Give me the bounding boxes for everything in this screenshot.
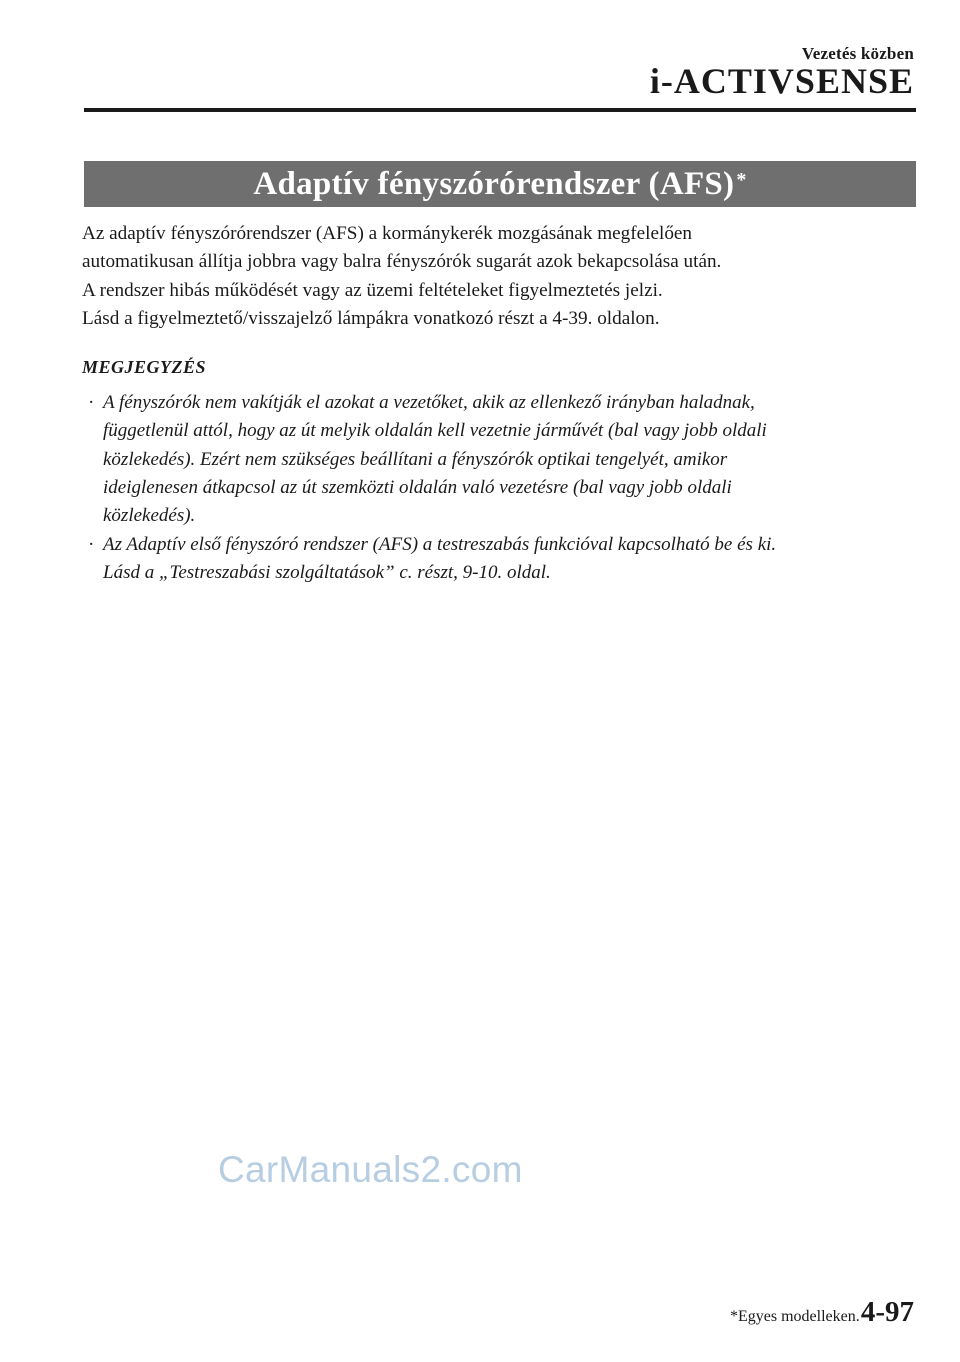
intro-line: automatikusan állítja jobbra vagy balra fényszórók sugarát azok bekapcsolása után. — [82, 251, 722, 273]
note-line: közlekedés). — [103, 505, 196, 527]
note-line: Az Adaptív első fényszóró rendszer (AFS) a testreszabás funkcióval kapcsolható be és ki. — [103, 533, 777, 555]
note-item — [82, 531, 914, 588]
optional-equipment-marker: * — [736, 168, 747, 191]
page-content — [82, 220, 914, 587]
note-heading: MEGJEGYZÉS — [82, 357, 207, 378]
note-line: A fényszórók nem vakítják el azokat a vezetőket, akik az ellenkező irányban haladnak, — [103, 392, 755, 414]
footnote: *Egyes modelleken. — [730, 1308, 860, 1325]
note-line: Lásd a „Testreszabási szolgáltatások” c. részt, 9-10. oldal. — [103, 561, 551, 583]
intro-paragraph — [82, 220, 914, 333]
intro-line: A rendszer hibás működését vagy az üzemi feltételeket figyelmeztetés jelzi. — [82, 279, 663, 301]
chapter-label: Vezetés közben — [801, 44, 914, 63]
note-line: közlekedés). Ezért nem szükséges beállítani a fényszórók optikai tengelyét, amikor — [103, 448, 728, 470]
header-divider — [84, 108, 916, 112]
note-line: függetlenül attól, hogy az út melyik oldalán kell vezetnie járművét (bal vagy jobb oldali — [103, 420, 767, 442]
section-banner — [84, 161, 916, 207]
note-item — [82, 389, 914, 530]
section-title: i-ACTIVSENSE — [649, 61, 914, 101]
banner-title: Adaptív fényszórórendszer (AFS) — [253, 165, 735, 202]
intro-line: Lásd a figyelmeztető/visszajelző lámpákra vonatkozó részt a 4-39. oldalon. — [82, 307, 660, 329]
bullet-icon: · — [88, 392, 95, 414]
page-number: 4-97 — [860, 1296, 914, 1328]
watermark-logo: CarManuals2.com — [218, 1149, 523, 1190]
intro-line: Az adaptív fényszórórendszer (AFS) a kormánykerék mozgásának megfelelően — [82, 223, 693, 244]
note-line: ideiglenesen átkapcsol az út szemközti oldalán való vezetésre (bal vagy jobb oldali — [103, 477, 732, 499]
note-list — [82, 389, 914, 587]
bullet-icon: · — [88, 533, 95, 555]
